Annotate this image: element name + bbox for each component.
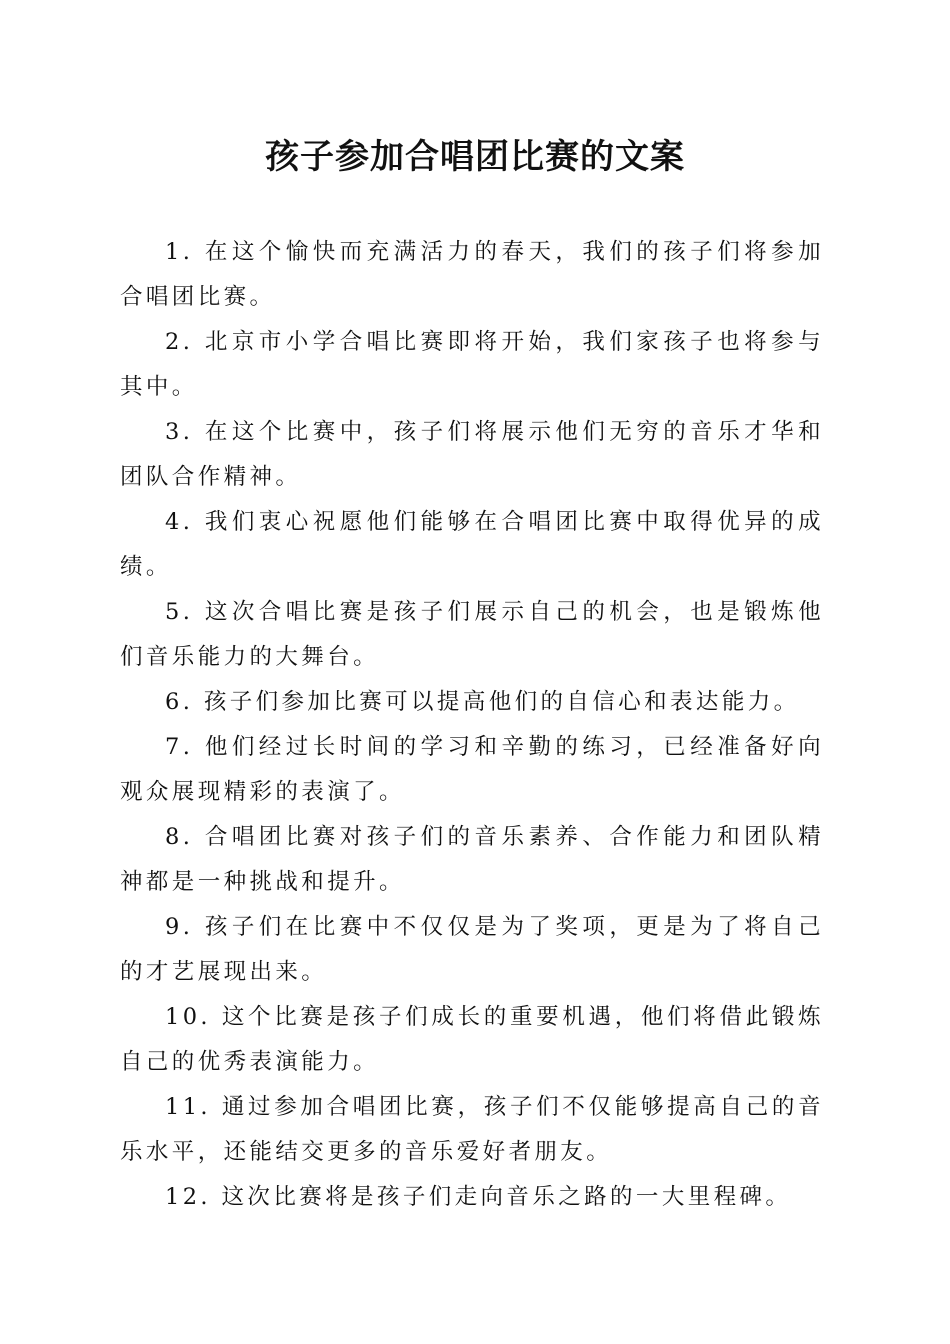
paragraph-9: 9. 孩子们在比赛中不仅仅是为了奖项，更是为了将自己的才艺展现出来。 <box>120 914 824 985</box>
paragraph-3: 3. 在这个比赛中，孩子们将展示他们无穷的音乐才华和团队合作精神。 <box>120 419 824 490</box>
paragraph-1: 1. 在这个愉快而充满活力的春天，我们的孩子们将参加合唱团比赛。 <box>120 239 824 310</box>
paragraph-4: 4. 我们衷心祝愿他们能够在合唱团比赛中取得优异的成绩。 <box>120 509 824 580</box>
paragraph-8: 8. 合唱团比赛对孩子们的音乐素养、合作能力和团队精神都是一种挑战和提升。 <box>120 824 824 895</box>
paragraph-12: 12. 这次比赛将是孩子们走向音乐之路的一大里程碑。 <box>165 1184 792 1210</box>
paragraph-2: 2. 北京市小学合唱比赛即将开始，我们家孩子也将参与其中。 <box>120 329 824 400</box>
paragraph-5: 5. 这次合唱比赛是孩子们展示自己的机会，也是锻炼他们音乐能力的大舞台。 <box>120 599 824 670</box>
paragraph-10: 10. 这个比赛是孩子们成长的重要机遇，他们将借此锻炼自己的优秀表演能力。 <box>120 1004 824 1075</box>
document-body <box>120 230 824 1220</box>
paragraph-6: 6. 孩子们参加比赛可以提高他们的自信心和表达能力。 <box>165 689 800 715</box>
document-title: 孩子参加合唱团比赛的文案 <box>265 137 685 177</box>
paragraph-7: 7. 他们经过长时间的学习和辛勤的练习，已经准备好向观众展现精彩的表演了。 <box>120 734 824 805</box>
paragraph-11: 11. 通过参加合唱团比赛，孩子们不仅能够提高自己的音乐水平，还能结交更多的音乐爱好者朋友。 <box>120 1094 824 1165</box>
